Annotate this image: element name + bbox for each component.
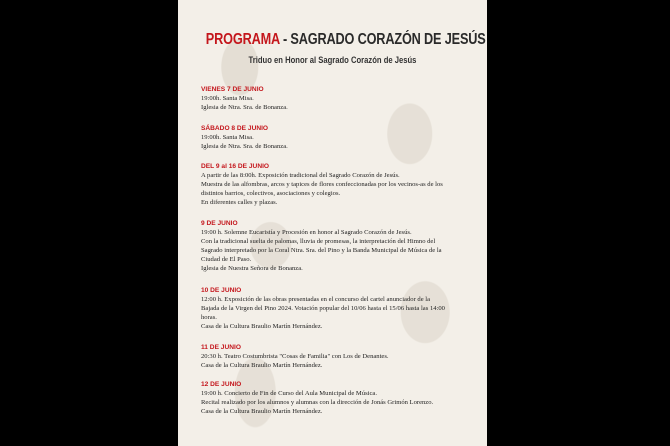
event-line: 12:00 h. Exposición de las obras presentadas en el concurso del cartel anunciador de la [201,296,431,303]
event-line: Ciudad de El Paso. [201,256,252,263]
event-line: Sagrado interpretado por la Coral Ntra. Sra. del Pino y la Banda Municipal de Música de la [201,247,442,254]
event-section [201,286,476,331]
event-section [201,343,476,370]
event-line: Casa de la Cultura Braulio Martín Hernández. [201,408,323,415]
title-main-part: - SAGRADO CORAZÓN DE JESÚS [279,31,486,48]
event-section [201,85,476,112]
event-line: Muestra de las alfombras, arcos y tapices de flores confeccionadas por los vecinos-as de los [201,181,443,188]
event-date-heading: SÁBADO 8 DE JUNIO [201,125,269,132]
event-date-heading: VIENES 7 DE JUNIO [201,86,264,93]
event-line: Iglesia de Ntra. Sra. de Bonanza. [201,143,288,150]
event-section [201,162,476,207]
event-line: Casa de la Cultura Braulio Martín Hernández. [201,362,323,369]
title-red-part: PROGRAMA [205,31,280,48]
event-section [201,124,476,151]
event-line: horas. [201,314,217,321]
event-date-heading: 9 DE JUNIO [201,220,238,227]
event-date-heading: DEL 9 al 16 DE JUNIO [201,163,270,170]
page-title [205,31,486,49]
event-line: A partir de las 8:00h. Exposición tradicional del Sagrado Corazón de Jesús. [201,172,400,179]
event-date-heading: 11 DE JUNIO [201,344,241,351]
event-line: Iglesia de Ntra. Sra. de Bonanza. [201,104,288,111]
event-line: Bajada de la Virgen del Pino 2024. Votación popular del 10/06 hasta el 15/06 hasta las 14:00 [201,305,445,312]
event-line: 19:00h. Santa Misa. [201,95,254,102]
event-line: distintos barrios, colectivos, asociaciones y colegios. [201,190,341,197]
event-line: Iglesia de Nuestra Señora de Bonanza. [201,265,303,272]
event-line: Casa de la Cultura Braulio Martín Hernández. [201,323,323,330]
program-page [178,0,487,446]
event-line: 19:00h. Santa Misa. [201,134,254,141]
event-date-heading: 12 DE JUNIO [201,381,242,388]
event-date-heading: 10 DE JUNIO [201,287,242,294]
event-line: 19:00 h. Solemne Eucaristía y Procesión en honor al Sagrado Corazón de Jesús. [201,229,412,236]
event-line: 20:30 h. Teatro Costumbrista "Cosas de Familia" con Los de Denantes. [201,353,389,360]
page-subtitle: Triduo en Honor al Sagrado Corazón de Jesús [248,55,417,65]
event-section [201,219,476,273]
event-line: Recital realizado por los alumnos y alumnas con la dirección de Jonás Grimón Lorenzo. [201,399,434,406]
event-line: 19:00 h. Concierto de Fin de Curso del Aula Municipal de Música. [201,390,377,397]
event-line: En diferentes calles y plazas. [201,199,278,206]
event-section [201,380,476,416]
event-line: Con la tradicional suelta de palomas, lluvia de promesas, la interpretación del Himno del [201,238,436,245]
